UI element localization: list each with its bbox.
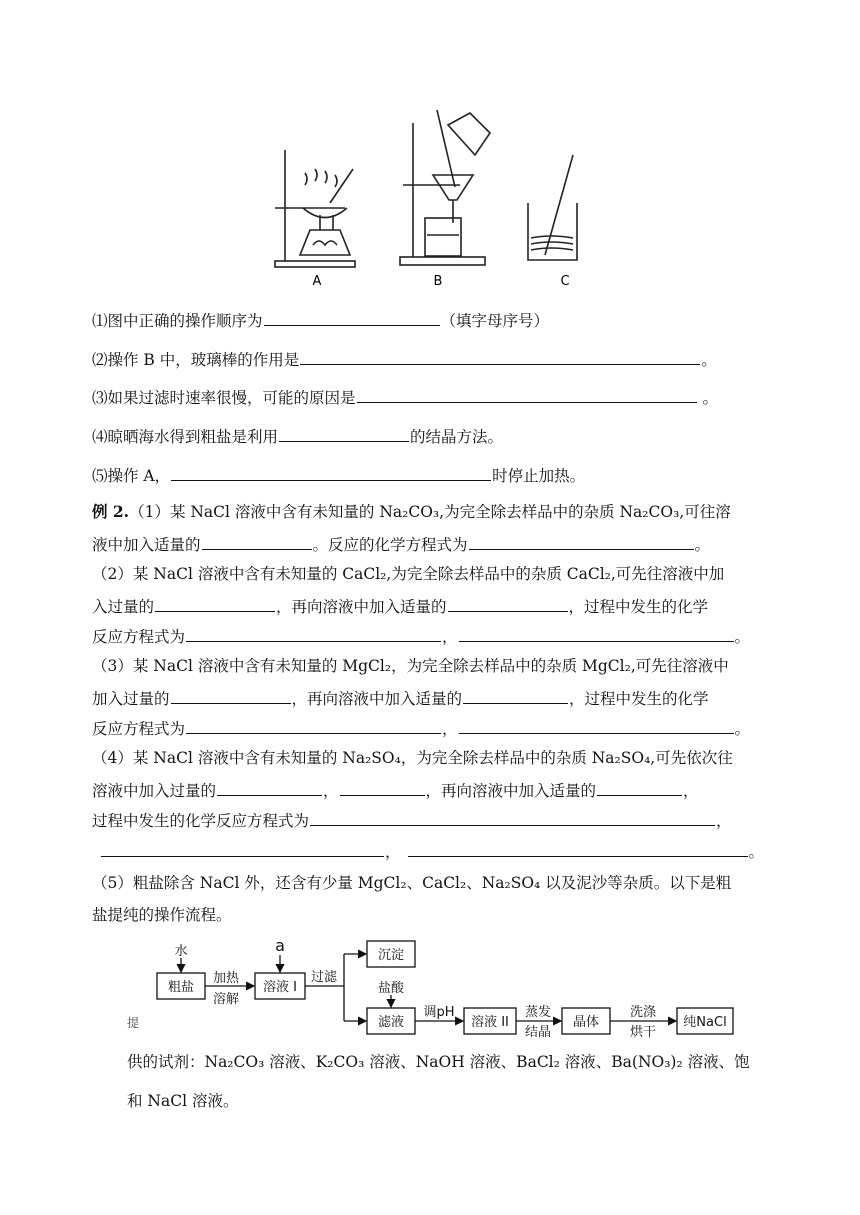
flow-solution1: 溶液 I [263, 980, 297, 995]
answer-blank[interactable] [459, 716, 734, 734]
figure-label-a: A [312, 274, 322, 289]
answer-blank[interactable] [264, 308, 440, 326]
answer-blank[interactable] [279, 424, 409, 442]
ex2-p1-line2: 液中加入适量的 。反应的化学方程式为 。 [92, 532, 710, 556]
flow-evaporate: 蒸发 [524, 1005, 552, 1020]
flow-crystallize: 结晶 [524, 1025, 552, 1040]
apparatus-b-filtration [400, 110, 490, 265]
figure-label-c: C [560, 274, 570, 289]
flow-dry: 烘干 [629, 1025, 657, 1040]
ex2-p3-line3: 反应方程式为 ， 。 [92, 716, 750, 740]
ex2-p1-line1: 例 2.（1）某 NaCl 溶液中含有未知量的 Na₂CO₃,为完全除去样品中的杂质 Na₂CO₃,可往溶 [92, 502, 731, 521]
flow-precipitate: 沉淀 [377, 948, 405, 963]
answer-blank[interactable] [300, 347, 700, 365]
ex2-p4-line4: ， 。 [100, 839, 764, 863]
flow-reagent-a: a [275, 936, 285, 955]
answer-blank[interactable] [340, 778, 425, 796]
answer-blank[interactable] [310, 808, 715, 826]
answer-blank[interactable] [469, 532, 694, 550]
answer-blank[interactable] [186, 716, 441, 734]
flow-filter: 过滤 [310, 970, 338, 985]
figure-label-b: B [433, 274, 443, 289]
flow-hcl: 盐酸 [377, 981, 405, 996]
answer-blank[interactable] [463, 686, 568, 704]
flow-solution2: 溶液 II [471, 1015, 509, 1030]
answer-blank[interactable] [155, 594, 275, 612]
flow-adjust-ph: 调pH [423, 1005, 455, 1020]
answer-blank[interactable] [101, 839, 384, 857]
answer-blank[interactable] [217, 778, 322, 796]
ex2-p2-line3: 反应方程式为 ， 。 [92, 624, 750, 648]
ex2-title: 例 2. [92, 502, 130, 521]
answer-blank[interactable] [408, 839, 748, 857]
q1-item-3: ⑶如果过滤时速率很慢，可能的原因是 。 [92, 385, 718, 409]
apparatus-figure [265, 105, 600, 290]
answer-blank[interactable] [357, 385, 697, 403]
flow-dissolve: 溶解 [212, 992, 240, 1007]
answer-blank[interactable] [171, 686, 291, 704]
ex2-p5-line1: （5）粗盐除含 NaCl 外，还含有少量 MgCl₂、CaCl₂、Na₂SO₄ 以及泥沙等杂质。以下是粗 [92, 874, 732, 892]
apparatus-c-beaker [528, 155, 577, 260]
ex2-p4-line2: 溶液中加入过量的 ， ，再向溶液中加入适量的 ， [92, 778, 699, 802]
ex2-p2-line2: 入过量的 ，再向溶液中加入适量的 ，过程中发生的化学 [92, 594, 708, 618]
reagents-line1: 供的试剂：Na₂CO₃ 溶液、K₂CO₃ 溶液、NaOH 溶液、BaCl₂ 溶液、Ba(NO₃)₂ 溶液、饱 [127, 1053, 750, 1071]
apparatus-a-evaporation [275, 150, 355, 267]
q1-item-2: ⑵操作 B 中，玻璃棒的作用是 。 [92, 347, 717, 371]
ex2-p4-line3: 过程中发生的化学反应方程式为 ， [92, 808, 732, 832]
answer-blank[interactable] [448, 594, 568, 612]
answer-blank[interactable] [597, 778, 682, 796]
answer-blank[interactable] [186, 624, 441, 642]
flow-filtrate: 滤液 [377, 1015, 405, 1030]
ex2-p4-line1: （4）某 NaCl 溶液中含有未知量的 Na₂SO₄，为完全除去样品中的杂质 Na₂SO₄,可先依次往 [92, 749, 733, 767]
ex2-p3-line1: （3）某 NaCl 溶液中含有未知量的 MgCl₂，为完全除去样品中的杂质 MgCl₂,可先往溶液中 [92, 657, 729, 675]
ex2-p2-line1: （2）某 NaCl 溶液中含有未知量的 CaCl₂,为完全除去样品中的杂质 CaCl₂,可先往溶液中加 [92, 565, 725, 583]
answer-blank[interactable] [171, 463, 491, 481]
q1-item-1: ⑴图中正确的操作顺序为 （填字母序号） [92, 308, 549, 332]
flow-wash: 洗涤 [629, 1005, 657, 1020]
ex2-p3-line2: 加入过量的 ，再向溶液中加入适量的 ，过程中发生的化学 [92, 686, 709, 710]
process-flowchart [122, 935, 742, 1045]
answer-blank[interactable] [459, 624, 734, 642]
answer-blank[interactable] [202, 532, 312, 550]
flow-side-char: 提 [127, 1016, 140, 1030]
flow-pure-nacl: 纯NaCl [683, 1015, 727, 1030]
flow-crystal: 晶体 [572, 1015, 600, 1030]
flow-water: 水 [174, 944, 188, 959]
flow-crude-salt: 粗盐 [167, 980, 195, 995]
ex2-p5-line2: 盐提纯的操作流程。 [92, 906, 232, 924]
q1-item-5: ⑸操作 A， 时停止加热。 [92, 463, 585, 487]
flow-heat: 加热 [212, 971, 240, 986]
reagents-line2: 和 NaCl 溶液。 [127, 1092, 239, 1110]
q1-item-4: ⑷晾晒海水得到粗盐是利用 的结晶方法。 [92, 424, 503, 448]
